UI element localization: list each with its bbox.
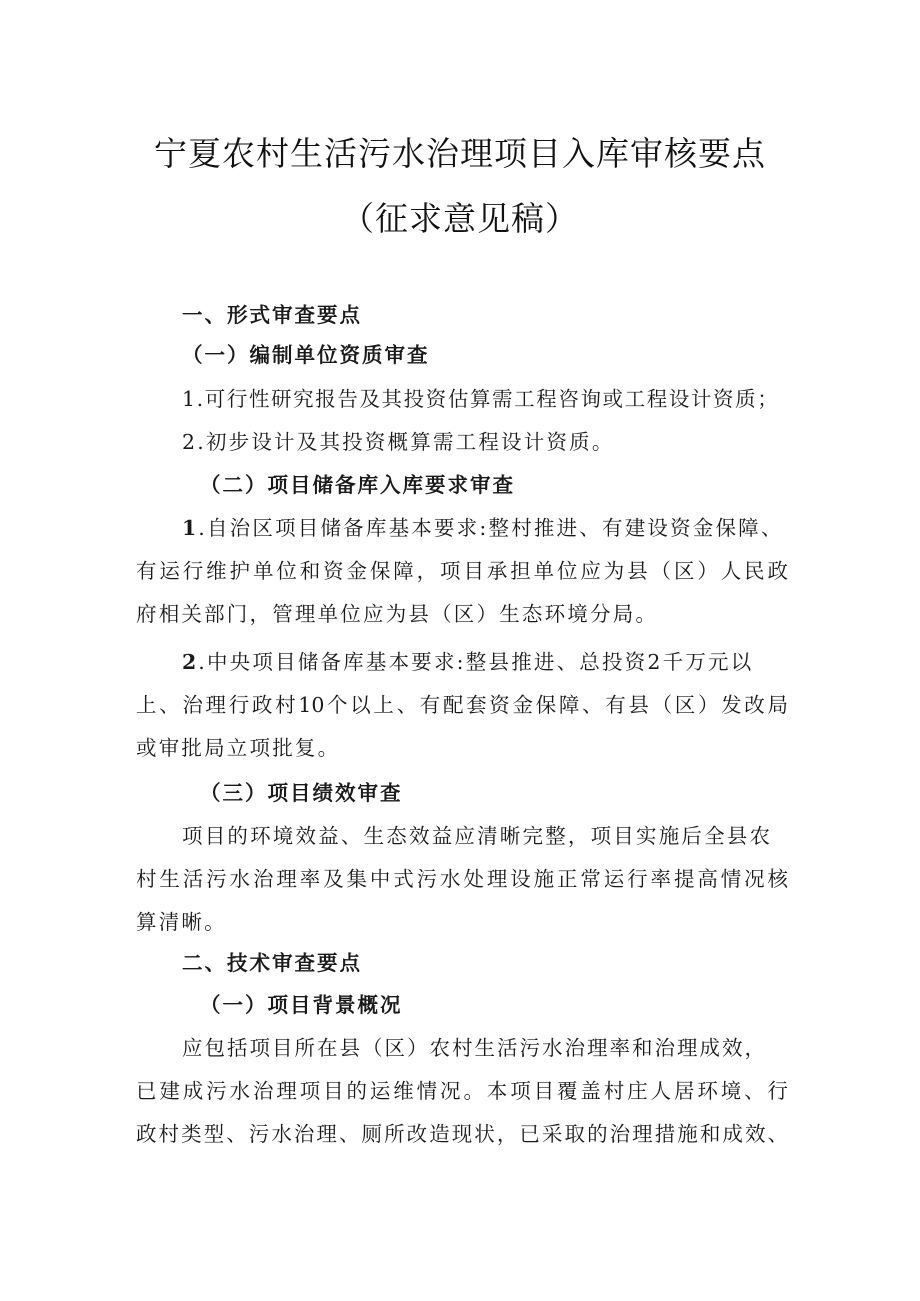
paragraph-line: 算清晰。 bbox=[136, 910, 227, 934]
document-subtitle: （征求意见稿） bbox=[341, 199, 579, 238]
subsection-heading-1-2: （二）项目储备库入库要求审查 bbox=[200, 473, 515, 497]
paragraph bbox=[182, 513, 784, 543]
paragraph-line: 上、治理行政村10个以上、有配套资金保障、有县（区）发改局 bbox=[136, 693, 788, 717]
paragraph-line: 村生活污水治理率及集中式污水处理设施正常运行率提高情况核 bbox=[136, 867, 788, 891]
paragraph-line: 已建成污水治理项目的运维情况。本项目覆盖村庄人居环境、行 bbox=[136, 1079, 788, 1103]
paragraph-line: 政村类型、污水治理、厕所改造现状，已采取的治理措施和成效、 bbox=[136, 1122, 788, 1146]
paragraph bbox=[182, 647, 753, 677]
paragraph-line: 或审批局立项批复。 bbox=[136, 736, 341, 760]
paragraph-line: .中央项目储备库基本要求:整县推进、总投资2千万元以 bbox=[198, 650, 754, 674]
subsection-heading-1-3: （三）项目绩效审查 bbox=[200, 781, 403, 805]
section-heading-2: 二、技术审查要点 bbox=[182, 951, 362, 975]
paragraph-line: 应包括项目所在县（区）农村生活污水治理率和治理成效， bbox=[182, 1036, 767, 1060]
paragraph-line: 有运行维护单位和资金保障，项目承担单位应为县（区）人民政 bbox=[136, 559, 788, 583]
item-number: 1 bbox=[182, 516, 199, 540]
paragraph-line: 项目的环境效益、生态效益应清晰完整，项目实施后全县农 bbox=[182, 824, 773, 848]
paragraph-line: .自治区项目储备库基本要求:整村推进、有建设资金保障、 bbox=[198, 516, 784, 540]
list-item: 2.初步设计及其投资概算需工程设计资质。 bbox=[182, 430, 615, 454]
list-item: 1.可行性研究报告及其投资估算需工程咨询或工程设计资质； bbox=[182, 387, 780, 411]
subsection-heading-1-1: （一）编制单位资质审查 bbox=[182, 343, 430, 367]
section-heading-1: 一、形式审查要点 bbox=[182, 303, 362, 327]
paragraph-line: 府相关部门，管理单位应为县（区）生态环境分局。 bbox=[136, 602, 659, 626]
item-number: 2 bbox=[182, 650, 199, 674]
document-title: 宁夏农村生活污水治理项目入库审核要点 bbox=[154, 134, 766, 173]
subsection-heading-2-1: （一）项目背景概况 bbox=[200, 993, 403, 1017]
